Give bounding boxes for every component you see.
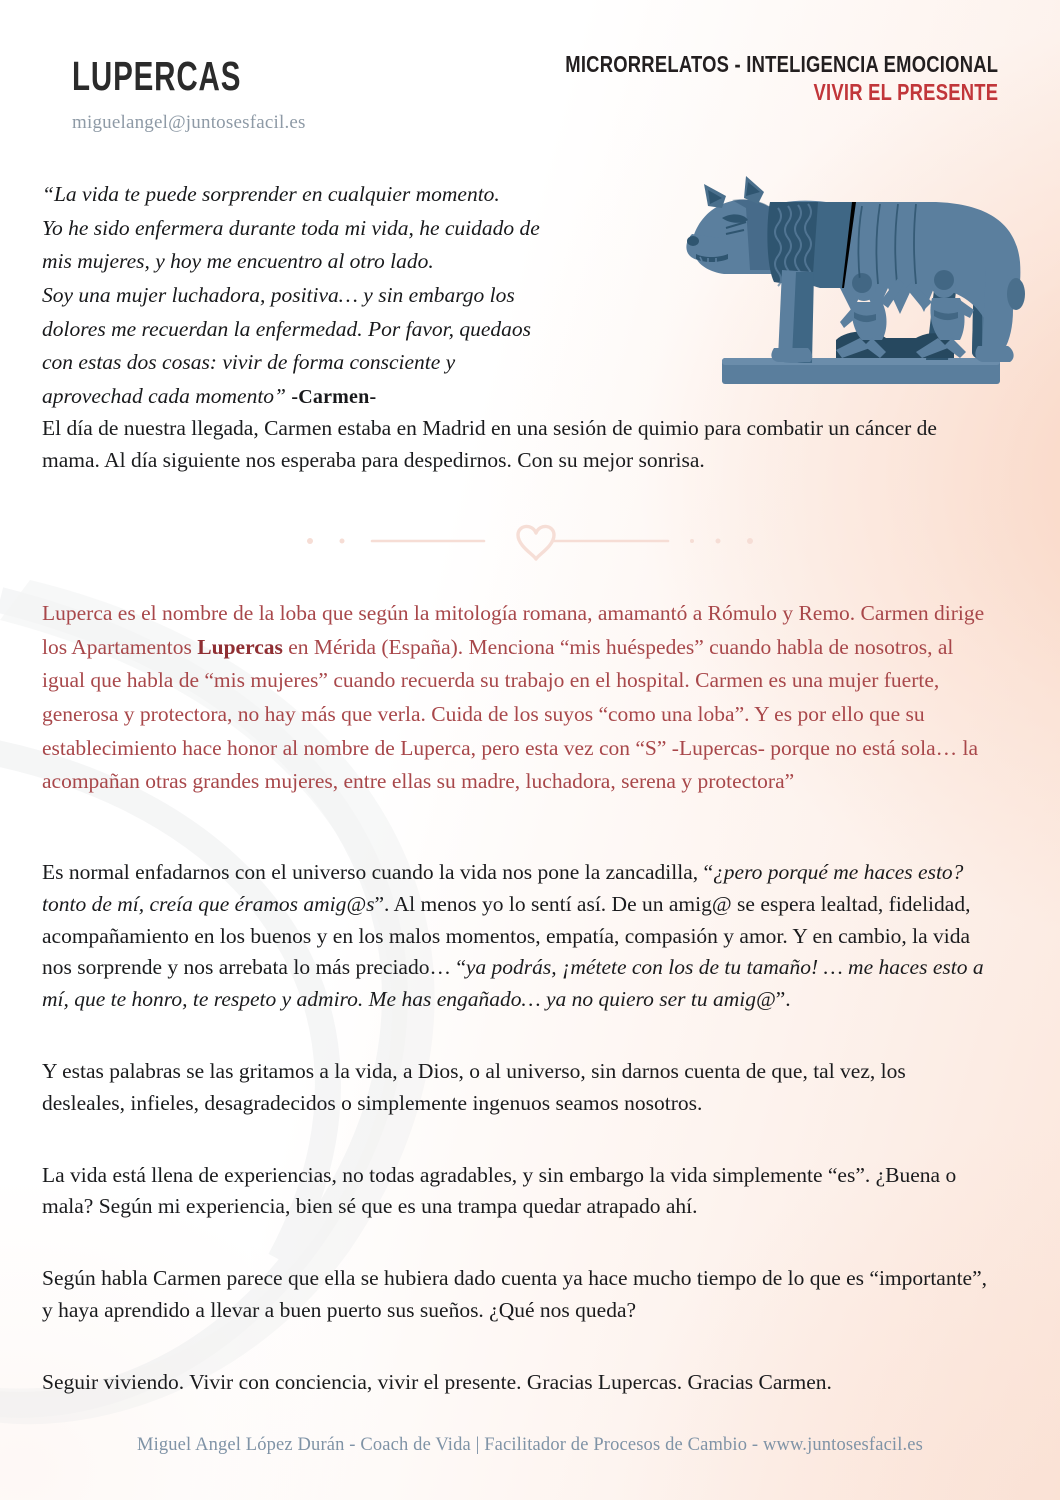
quote-line-4: Soy una mujer luchadora, positiva… y sin embargo los xyxy=(42,282,515,307)
quote-line-1: “La vida te puede sorprender en cualquier momento. xyxy=(42,182,500,206)
spacer xyxy=(30,1223,1030,1263)
header-tagline xyxy=(457,52,998,106)
page-title: LUPERCAS xyxy=(72,53,242,99)
enfado-part-2: ”. Al menos yo lo sentí así. De un amig@ se espera lealtad, fidelidad, acompañamiento en los buenos y en los malos momentos, empatía, compasión y amor. Y en cambio, la vida nos sorprende y nos arrebata lo más preciado… “ xyxy=(42,891,971,980)
red-text-bold-lupercas: Lupercas xyxy=(197,634,283,659)
contact-email[interactable]: miguelangel@juntosesfacil.es xyxy=(72,112,306,133)
enfado-italic-2: ya podrás, ¡métete con los de tu tamaño! … me haces esto a mí, que te honro, te respeto y admiro. Me has engañado… ya no quiero ser tu amig@ xyxy=(42,955,984,1012)
page-header xyxy=(30,0,1030,132)
heart-divider xyxy=(280,513,780,569)
capitoline-wolf-illustration xyxy=(686,162,1038,400)
opening-quote xyxy=(42,178,642,413)
tagline-accent: VIVIR EL PRESENTE xyxy=(813,78,998,105)
quote-attribution: -Carmen- xyxy=(291,385,377,408)
spacer xyxy=(30,569,1030,597)
paragraph-enfado xyxy=(42,857,994,1016)
paragraph-luperca-red xyxy=(42,597,994,799)
paragraph-gritamos: Y estas palabras se las gritamos a la vida, a Dios, o al universo, sin darnos cuenta de que, tal vez, los desleales, infieles, desagradecidos o simplemente ingenuos seamos nosotros. xyxy=(42,1059,906,1115)
enfado-italic-1: ¿pero porqué me haces esto? tonto de mí, creía que éramos amig@s xyxy=(42,859,964,916)
spacer xyxy=(30,1327,1030,1367)
paragraph-importante: Según habla Carmen parece que ella se hubiera dado cuenta ya hace mucho tiempo de lo que es “importante”, y haya aprendido a llevar a buen puerto sus sueños. ¿Qué nos queda? xyxy=(42,1266,988,1323)
quote-and-illustration-row xyxy=(30,178,1030,413)
spacer xyxy=(30,799,1030,857)
quote-line-3: mis mujeres, y hoy me encuentro al otro lado. xyxy=(42,249,434,274)
tagline-primary: MICRORRELATOS - INTELIGENCIA EMOCIONAL xyxy=(565,51,998,77)
enfado-part-1: Es normal enfadarnos con el universo cuando la vida nos pone la zancadilla, “ xyxy=(42,859,714,884)
page-footer: Miguel Angel López Durán - Coach de Vida | Facilitador de Procesos de Cambio - www.juntosesfacil.es xyxy=(136,1435,924,1455)
red-text-part-1: Luperca es el nombre de la loba que según la mitología romana, amamantó a Rómulo y Remo. Carmen dirige los Apartamentos xyxy=(42,601,985,659)
quote-line-5: dolores me recuerdan la enfermedad. Por favor, quedaos xyxy=(42,316,532,341)
quote-line-7: aprovechad cada momento” xyxy=(42,383,292,408)
paragraph-cierre: Seguir viviendo. Vivir con conciencia, vivir el presente. Gracias Lupercas. Gracias Carmen. xyxy=(42,1369,832,1394)
paragraph-experiencias: La vida está llena de experiencias, no todas agradables, y sin embargo la vida simplemente “es”. ¿Buena o mala? Según mi experiencia, bien sé que es una trampa quedar atrapado ahí. xyxy=(42,1162,957,1219)
enfado-part-3: ”. xyxy=(775,987,791,1012)
paragraph-madrid: El día de nuestra llegada, Carmen estaba en Madrid en una sesión de quimio para combatir un cáncer de mama. Al día siguiente nos esperaba para despedirnos. Con su mejor sonrisa. xyxy=(42,416,937,473)
spacer xyxy=(30,1120,1030,1160)
quote-line-6: con estas dos cosas: vivir de forma consciente y xyxy=(42,350,456,375)
spacer xyxy=(30,1016,1030,1056)
red-text-part-2: en Mérida (España). Menciona “mis huéspedes” cuando habla de nosotros, al igual que habla de “mis mujeres” cuando recuerda su trabajo en el hospital. Carmen es una mujer fuerte, generosa y protectora, no hay más que verla. Cuida de los suyos “como una loba”. Y es por ello que su establecimiento hace honor al nombre de Luperca, pero esta vez con “S” -Lupercas- porque no está sola… la acompañan otras grandes mujeres, entre ellas su madre, luchadora, serena y protectora” xyxy=(42,634,979,794)
quote-line-2: Yo he sido enfermera durante toda mi vida, he cuidado de xyxy=(42,215,540,240)
